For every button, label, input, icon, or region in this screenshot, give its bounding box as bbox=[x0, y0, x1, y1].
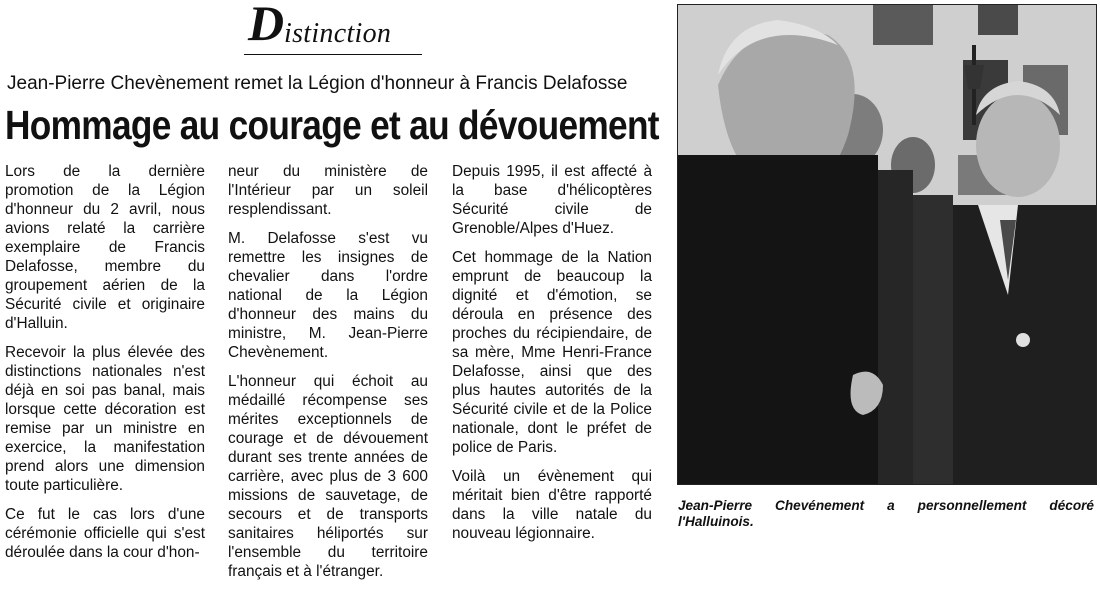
paragraph: Voilà un évènement qui méritait bien d'être rapporté dans la ville natale du nouveau légionnaire. bbox=[452, 468, 652, 542]
photo-caption: Jean-Pierre Chevénement a personnellement décoré l'Halluinois. bbox=[678, 498, 1094, 529]
paragraph: Recevoir la plus élevée des distinctions nationales n'est déjà en soi pas banal, mais lorsque cette décoration est remise par un ministre en exercice, la manifestation prend alors une dimension toute particulière. bbox=[5, 344, 205, 494]
paragraph: neur du ministère de l'Intérieur par un soleil resplendissant. bbox=[228, 163, 428, 218]
ceremony-photo bbox=[677, 4, 1097, 485]
photo-illustration bbox=[678, 5, 1096, 484]
headline: Hommage au courage et au dévouement bbox=[5, 102, 659, 148]
paragraph: Ce fut le cas lors d'une cérémonie officielle qui s'est déroulée dans la cour d'hon- bbox=[5, 506, 205, 561]
article-column-3 bbox=[452, 162, 652, 553]
section-rubric bbox=[244, 0, 422, 55]
rubric-text: istinction bbox=[284, 18, 392, 49]
paragraph: M. Delafosse s'est vu remettre les insignes de chevalier dans l'ordre national de la Légion d'honneur des mains du ministre, M. Jean-Pierre Chevènement. bbox=[228, 230, 428, 361]
paragraph: L'honneur qui échoit au médaillé récompense ses mérites exceptionnels de courage et de dévouement durant ses trente années de carrière, avec plus de 3 600 missions de sauvetage, de secours et de transports sanitaires héliportés sur l'ensemble du territoire français et à l'étranger. bbox=[228, 373, 428, 580]
paragraph: Cet hommage de la Nation emprunt de beaucoup la dignité et d'émotion, se déroula en présence des proches du récipiendaire, de sa mère, Mme Henri-France Delafosse, ainsi que des plus hautes autorités de la Sécurité civile et de la Police nationale, dont le préfet de police de Paris. bbox=[452, 249, 652, 456]
paragraph: Depuis 1995, il est affecté à la base d'hélicoptères Sécurité civile de Grenoble/Alpes d'Huez. bbox=[452, 163, 652, 237]
kicker: Jean-Pierre Chevènement remet la Légion d'honneur à Francis Delafosse bbox=[7, 73, 628, 94]
rubric-initial: D bbox=[248, 0, 285, 51]
article-column-1 bbox=[5, 162, 205, 572]
paragraph: Lors de la dernière promotion de la Légion d'honneur du 2 avril, nous avions relaté la carrière exemplaire de Francis Delafosse, membre du groupement aérien de la Sécurité civile et originaire d'Halluin. bbox=[5, 163, 205, 332]
article-column-2 bbox=[228, 162, 428, 591]
